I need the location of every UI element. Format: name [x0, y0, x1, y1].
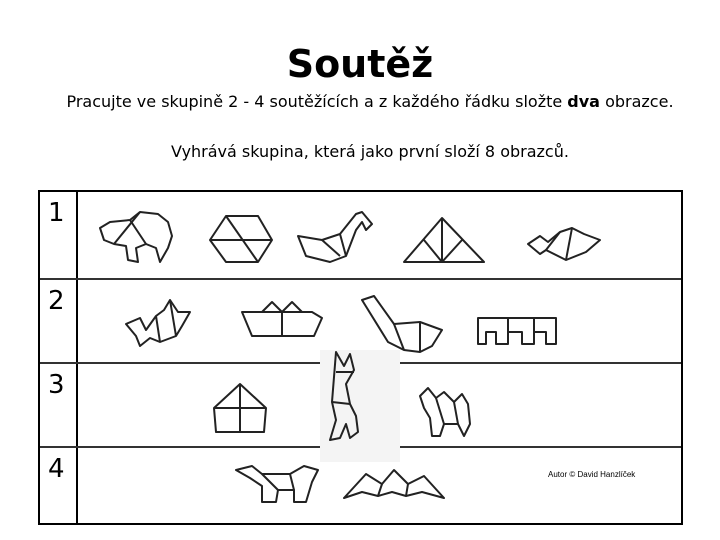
- swan-shape: [298, 212, 372, 262]
- pipe-shape: [362, 296, 442, 352]
- dog-shape: [236, 466, 318, 502]
- instruction-bold: dva: [567, 92, 600, 111]
- house-shape: [214, 384, 266, 432]
- bear-shape: [100, 212, 172, 262]
- hexagon-shape: [210, 216, 272, 262]
- instruction-part1: Pracujte ve skupině 2 - 4 soutěžících a z každého řádku složte: [66, 92, 568, 111]
- cat-shape: [330, 352, 358, 440]
- row-number: 2: [48, 286, 65, 316]
- camel-shape: [420, 388, 470, 436]
- triangle-shape: [404, 218, 484, 262]
- boat-shape: [242, 302, 322, 336]
- instruction-part2: obrazce.: [599, 92, 674, 111]
- author-credit: Autor © David Hanzlíček: [548, 470, 636, 479]
- instruction-line2: Vyhrává skupina, která jako první složí 8 obrazců.: [171, 142, 569, 161]
- comb-shape: [478, 318, 556, 344]
- bird-shape: [126, 300, 190, 346]
- fish-shape: [528, 228, 600, 260]
- row-number: 4: [48, 454, 65, 484]
- bat-shape: [344, 470, 444, 498]
- row-number: 1: [48, 198, 65, 228]
- page-title: Soutěž: [286, 42, 434, 86]
- row-number: 3: [48, 370, 65, 400]
